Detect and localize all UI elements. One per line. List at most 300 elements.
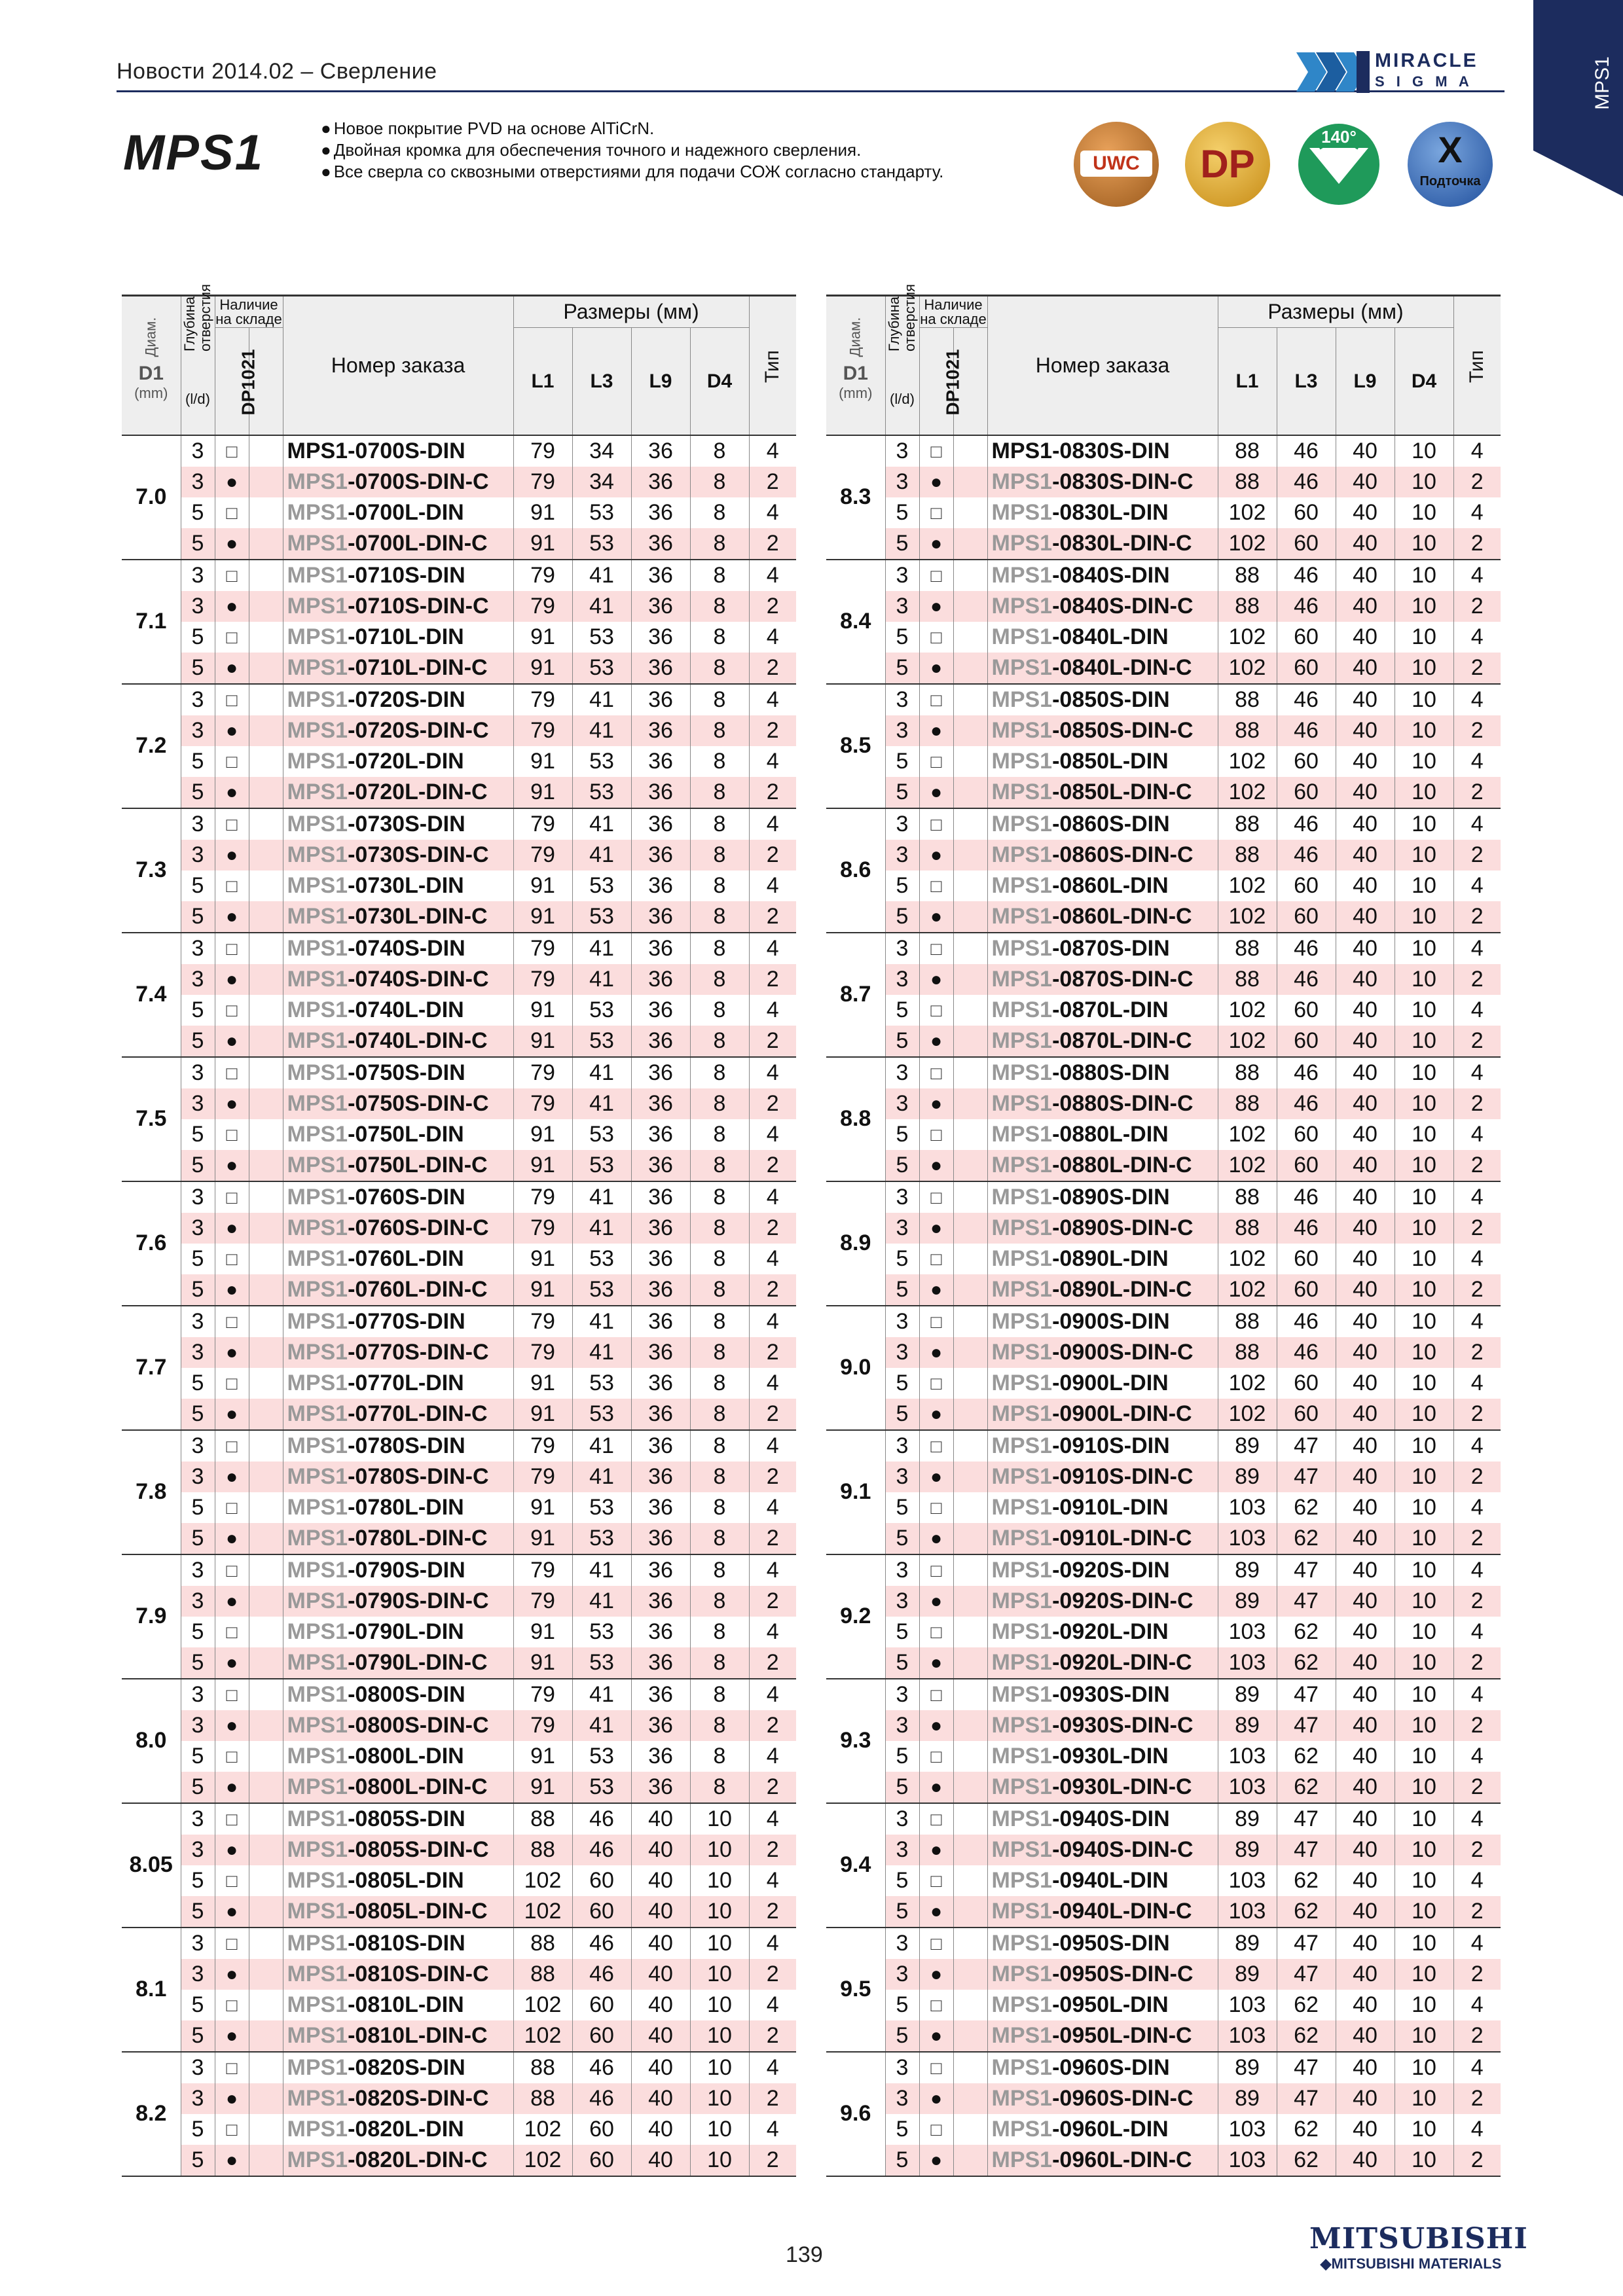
type-cell: 4 bbox=[766, 499, 779, 525]
order-number-cell bbox=[987, 622, 1218, 653]
table-row bbox=[826, 1803, 1501, 1835]
dimension-cell: 103 bbox=[1218, 2020, 1277, 2052]
blank-cell bbox=[249, 808, 283, 840]
dimension-cell: 10 bbox=[1395, 1803, 1453, 1835]
type-cell: 2 bbox=[749, 1710, 796, 1741]
dimension-cell: 40 bbox=[1336, 528, 1395, 560]
order-dash: - bbox=[348, 903, 356, 929]
table-row bbox=[122, 1150, 796, 1181]
dimension-cell: 8 bbox=[690, 1306, 749, 1337]
feature-item: ● Новое покрытие PVD на основе AlTiCrN. bbox=[321, 118, 943, 139]
stock-cell: ● bbox=[215, 1462, 249, 1492]
blank-cell bbox=[953, 528, 987, 560]
depth-cell: 5 bbox=[885, 2114, 919, 2145]
depth-cell: 5 bbox=[181, 1026, 215, 1057]
table-row bbox=[122, 2114, 796, 2145]
table-row bbox=[826, 1430, 1501, 1462]
dimension-cell: 40 bbox=[1336, 653, 1395, 684]
order-dash: - bbox=[348, 1557, 356, 1583]
dimension-cell: 60 bbox=[1277, 528, 1336, 560]
type-cell: 2 bbox=[1453, 1337, 1501, 1368]
blank-cell bbox=[249, 1896, 283, 1928]
dimension-cell: 53 bbox=[572, 1119, 631, 1150]
dimension-cell: 10 bbox=[1395, 870, 1453, 901]
order-code: 0880 bbox=[1059, 1060, 1110, 1085]
dimension-cell: 88 bbox=[1218, 808, 1277, 840]
dimension-cell: 60 bbox=[572, 1865, 631, 1896]
order-code: 0850 bbox=[1059, 717, 1110, 743]
dimension-cell: 47 bbox=[1277, 2052, 1336, 2083]
depth-cell: 3 bbox=[885, 808, 919, 840]
order-number-cell bbox=[987, 1835, 1218, 1865]
dimension-cell: 40 bbox=[1336, 1803, 1395, 1835]
table-row bbox=[826, 2020, 1501, 2052]
dimension-cell: 91 bbox=[513, 1026, 572, 1057]
stock-cell: ● bbox=[919, 1586, 953, 1617]
depth-cell: 3 bbox=[181, 1679, 215, 1710]
dimension-cell: 8 bbox=[690, 653, 749, 684]
dimension-cell: 88 bbox=[1218, 964, 1277, 995]
dimension-cell: 53 bbox=[572, 653, 631, 684]
dimension-cell: 79 bbox=[513, 1430, 572, 1462]
table-row bbox=[826, 870, 1501, 901]
order-code: 0780 bbox=[355, 1433, 405, 1458]
blank-cell bbox=[249, 964, 283, 995]
type-cell: 4 bbox=[1470, 687, 1484, 712]
order-number-cell bbox=[283, 1337, 513, 1368]
dimension-cell: 91 bbox=[513, 1523, 572, 1554]
blank-cell bbox=[953, 1554, 987, 1586]
dimension-cell: 36 bbox=[631, 560, 690, 591]
point-angle-icon bbox=[1296, 122, 1381, 207]
dimension-cell: 36 bbox=[631, 1399, 690, 1430]
order-prefix: MPS1 bbox=[287, 2022, 348, 2048]
order-dash: - bbox=[348, 438, 356, 463]
order-number-cell bbox=[283, 1368, 513, 1399]
type-cell: 2 bbox=[1453, 1523, 1501, 1554]
depth-cell: 5 bbox=[181, 1865, 215, 1896]
order-number-cell bbox=[283, 1430, 513, 1462]
table-row bbox=[826, 901, 1501, 933]
type-cell: 4 bbox=[1470, 1619, 1484, 1644]
type-cell: 2 bbox=[1453, 1959, 1501, 1990]
dimension-cell: 91 bbox=[513, 1399, 572, 1430]
depth-cell: 5 bbox=[885, 777, 919, 808]
order-prefix: MPS1 bbox=[287, 1525, 348, 1551]
table-row bbox=[826, 1990, 1501, 2020]
blank-cell bbox=[249, 1337, 283, 1368]
type-cell: 4 bbox=[766, 1930, 779, 1956]
dimension-cell: 10 bbox=[1395, 684, 1453, 715]
order-dash: - bbox=[1052, 1557, 1060, 1583]
feature-list bbox=[321, 118, 943, 183]
order-dash: - bbox=[1052, 811, 1060, 836]
type-cell: 2 bbox=[749, 1896, 796, 1928]
table-row bbox=[826, 1741, 1501, 1772]
col-grade bbox=[215, 328, 259, 435]
order-suffix: S-DIN-C bbox=[405, 1463, 489, 1489]
order-prefix: MPS1 bbox=[287, 1494, 348, 1520]
order-code: 0730 bbox=[355, 811, 405, 836]
dimension-cell: 40 bbox=[1336, 1959, 1395, 1990]
depth-cell: 3 bbox=[885, 1586, 919, 1617]
table-row bbox=[826, 2114, 1501, 2145]
stock-cell: □ bbox=[215, 2114, 249, 2145]
order-number-cell bbox=[283, 591, 513, 622]
stock-cell: □ bbox=[919, 1119, 953, 1150]
dimension-cell: 40 bbox=[1336, 1462, 1395, 1492]
blank-cell bbox=[953, 2052, 987, 2083]
order-code: 0790 bbox=[355, 1649, 405, 1675]
dimension-cell: 36 bbox=[631, 528, 690, 560]
order-dash: - bbox=[348, 966, 356, 992]
stock-cell: ● bbox=[215, 1337, 249, 1368]
order-number-cell bbox=[987, 1554, 1218, 1586]
dimension-cell: 102 bbox=[513, 2020, 572, 2052]
order-number-cell bbox=[283, 467, 513, 497]
blank-cell bbox=[249, 1492, 283, 1523]
diameter-cell: 7.2 bbox=[122, 684, 181, 808]
blank-cell bbox=[953, 1430, 987, 1462]
order-code: 0870 bbox=[1059, 935, 1110, 961]
order-prefix: MPS1 bbox=[991, 997, 1053, 1022]
dimension-cell: 62 bbox=[1277, 1772, 1336, 1803]
order-suffix: S-DIN bbox=[405, 687, 465, 712]
stock-cell: ● bbox=[919, 1213, 953, 1244]
blank-cell bbox=[249, 2020, 283, 2052]
stock-cell: ● bbox=[215, 1088, 249, 1119]
order-number-cell bbox=[283, 1865, 513, 1896]
dimension-cell: 8 bbox=[690, 1772, 749, 1803]
dimension-cell: 53 bbox=[572, 1492, 631, 1523]
order-prefix: MPS1 bbox=[287, 1961, 348, 1986]
order-code: 0750 bbox=[355, 1060, 405, 1085]
order-code: 0770 bbox=[355, 1370, 405, 1395]
table-row bbox=[122, 1274, 796, 1306]
stock-cell: □ bbox=[919, 1617, 953, 1647]
dimension-cell: 62 bbox=[1277, 1896, 1336, 1928]
depth-cell: 3 bbox=[181, 1835, 215, 1865]
dimension-cell: 79 bbox=[513, 840, 572, 870]
product-logo: MPS1 bbox=[123, 125, 264, 181]
stock-cell: □ bbox=[215, 1865, 249, 1896]
dimension-cell: 46 bbox=[1277, 715, 1336, 746]
dimension-cell: 40 bbox=[631, 1959, 690, 1990]
table-row bbox=[122, 435, 796, 467]
depth-cell: 3 bbox=[181, 964, 215, 995]
depth-cell: 5 bbox=[181, 2020, 215, 2052]
order-suffix: L-DIN bbox=[1109, 2116, 1169, 2142]
dimension-cell: 53 bbox=[572, 901, 631, 933]
order-number-cell bbox=[283, 653, 513, 684]
table-row bbox=[826, 1865, 1501, 1896]
order-suffix: S-DIN bbox=[1109, 1060, 1170, 1085]
table-row bbox=[122, 1990, 796, 2020]
depth-cell: 3 bbox=[885, 1213, 919, 1244]
dimension-cell: 10 bbox=[690, 1928, 749, 1959]
table-row bbox=[122, 1368, 796, 1399]
order-number-cell bbox=[987, 1647, 1218, 1679]
table-row bbox=[826, 1679, 1501, 1710]
blank-cell bbox=[249, 2083, 283, 2114]
order-code: 0780 bbox=[355, 1463, 405, 1489]
table-row bbox=[122, 2020, 796, 2052]
order-suffix: L-DIN bbox=[1109, 1743, 1169, 1768]
order-prefix: MPS1 bbox=[287, 1649, 348, 1675]
order-prefix: MPS1 bbox=[287, 997, 348, 1022]
order-prefix: MPS1 bbox=[991, 2054, 1053, 2080]
dimension-cell: 103 bbox=[1218, 1647, 1277, 1679]
dimension-cell: 40 bbox=[1336, 1990, 1395, 2020]
order-code: 0930 bbox=[1059, 1774, 1110, 1799]
col-depth-label: Глубина отверстия bbox=[886, 284, 918, 352]
dimension-cell: 8 bbox=[690, 1710, 749, 1741]
stock-cell: □ bbox=[919, 1679, 953, 1710]
dimension-cell: 91 bbox=[513, 1772, 572, 1803]
table-row bbox=[122, 840, 796, 870]
order-dash: - bbox=[348, 1401, 356, 1426]
order-suffix: L-DIN bbox=[405, 1121, 464, 1147]
dimension-cell: 10 bbox=[1395, 2145, 1453, 2176]
blank-cell bbox=[249, 1679, 283, 1710]
dimension-cell: 10 bbox=[1395, 1710, 1453, 1741]
order-suffix: L-DIN bbox=[405, 997, 464, 1022]
order-number-cell bbox=[987, 933, 1218, 964]
order-number-cell bbox=[987, 901, 1218, 933]
dimension-cell: 41 bbox=[572, 1181, 631, 1213]
stock-cell: ● bbox=[919, 528, 953, 560]
table-row bbox=[122, 1772, 796, 1803]
dimension-cell: 79 bbox=[513, 1088, 572, 1119]
stock-cell: □ bbox=[215, 1803, 249, 1835]
dimension-cell: 40 bbox=[631, 1803, 690, 1835]
depth-cell: 3 bbox=[885, 1088, 919, 1119]
type-cell: 4 bbox=[1470, 1121, 1484, 1147]
order-prefix: MPS1 bbox=[991, 2147, 1053, 2172]
dimension-cell: 53 bbox=[572, 1617, 631, 1647]
blank-cell bbox=[953, 1741, 987, 1772]
dimension-cell: 46 bbox=[572, 1928, 631, 1959]
order-code: 0800 bbox=[355, 1712, 405, 1738]
order-code: 0700 bbox=[355, 499, 405, 525]
dimension-cell: 89 bbox=[1218, 1462, 1277, 1492]
depth-cell: 5 bbox=[181, 1741, 215, 1772]
dimension-cell: 41 bbox=[572, 1088, 631, 1119]
col-l9-label: L9 bbox=[1336, 328, 1395, 435]
stock-cell: □ bbox=[215, 1057, 249, 1088]
depth-cell: 3 bbox=[181, 1586, 215, 1617]
order-dash: - bbox=[1052, 1090, 1060, 1116]
table-row bbox=[826, 1026, 1501, 1057]
order-code: 0900 bbox=[1059, 1401, 1110, 1426]
type-cell: 2 bbox=[1453, 901, 1501, 933]
order-code: 0805 bbox=[355, 1837, 405, 1862]
order-suffix: L-DIN bbox=[1109, 1619, 1169, 1644]
depth-cell: 3 bbox=[181, 808, 215, 840]
type-cell: 2 bbox=[1453, 653, 1501, 684]
dimension-cell: 10 bbox=[1395, 1119, 1453, 1150]
dimension-cell: 60 bbox=[1277, 1150, 1336, 1181]
blank-cell bbox=[249, 1057, 283, 1088]
order-dash: - bbox=[348, 1370, 356, 1395]
order-prefix: MPS1 bbox=[287, 1898, 348, 1924]
order-code: 0830 bbox=[1059, 530, 1110, 556]
order-prefix: MPS1 bbox=[287, 2085, 348, 2111]
col-mm-label: (mm) bbox=[134, 385, 168, 402]
dimension-cell: 10 bbox=[1395, 1741, 1453, 1772]
dimension-cell: 36 bbox=[631, 808, 690, 840]
order-suffix: L-DIN-C bbox=[1109, 530, 1192, 556]
order-suffix: L-DIN-C bbox=[405, 1649, 488, 1675]
table-row bbox=[826, 840, 1501, 870]
depth-cell: 3 bbox=[885, 435, 919, 467]
dimension-cell: 47 bbox=[1277, 1679, 1336, 1710]
order-suffix: L-DIN-C bbox=[1109, 1774, 1192, 1799]
dimension-cell: 8 bbox=[690, 995, 749, 1026]
dimension-cell: 40 bbox=[1336, 1586, 1395, 1617]
dimension-cell: 10 bbox=[690, 1990, 749, 2020]
type-cell: 4 bbox=[1470, 562, 1484, 588]
dimension-cell: 40 bbox=[1336, 1150, 1395, 1181]
dimension-cell: 40 bbox=[631, 1835, 690, 1865]
depth-cell: 5 bbox=[181, 1119, 215, 1150]
diameter-cell: 9.2 bbox=[826, 1554, 885, 1679]
dimension-cell: 10 bbox=[690, 1835, 749, 1865]
order-number-cell bbox=[987, 1741, 1218, 1772]
table-row bbox=[122, 1554, 796, 1586]
order-dash: - bbox=[348, 1246, 356, 1271]
depth-cell: 3 bbox=[181, 1057, 215, 1088]
table-row bbox=[122, 684, 796, 715]
order-number-cell bbox=[283, 1647, 513, 1679]
order-dash: - bbox=[348, 997, 356, 1022]
order-number-cell bbox=[283, 1990, 513, 2020]
order-number-cell bbox=[283, 995, 513, 1026]
table-row bbox=[826, 1399, 1501, 1430]
order-dash: - bbox=[1052, 2147, 1060, 2172]
order-suffix: L-DIN bbox=[405, 1992, 464, 2017]
depth-cell: 3 bbox=[885, 1462, 919, 1492]
order-dash: - bbox=[1052, 1867, 1060, 1893]
diameter-cell: 7.8 bbox=[122, 1430, 181, 1554]
dimension-cell: 47 bbox=[1277, 2083, 1336, 2114]
dimension-cell: 8 bbox=[690, 1274, 749, 1306]
order-suffix: L-DIN bbox=[405, 499, 464, 525]
dimension-cell: 36 bbox=[631, 964, 690, 995]
col-ld-label: (l/d) bbox=[185, 391, 210, 408]
dimension-cell: 102 bbox=[513, 1865, 572, 1896]
dimension-cell: 10 bbox=[1395, 1959, 1453, 1990]
dimension-cell: 10 bbox=[1395, 653, 1453, 684]
dimension-cell: 89 bbox=[1218, 2052, 1277, 2083]
dimension-cell: 91 bbox=[513, 746, 572, 777]
col-l3-label: L3 bbox=[572, 328, 631, 435]
order-suffix: L-DIN bbox=[1109, 624, 1169, 649]
dimension-cell: 8 bbox=[690, 591, 749, 622]
order-number-cell bbox=[283, 933, 513, 964]
dimension-cell: 41 bbox=[572, 1679, 631, 1710]
order-dash: - bbox=[1052, 2085, 1060, 2111]
dimension-cell: 41 bbox=[572, 933, 631, 964]
type-cell: 4 bbox=[1470, 1557, 1484, 1583]
order-prefix: MPS1 bbox=[287, 2116, 348, 2142]
order-dash: - bbox=[1052, 842, 1060, 867]
type-cell: 2 bbox=[749, 1150, 796, 1181]
dimension-cell: 40 bbox=[1336, 933, 1395, 964]
dimension-cell: 40 bbox=[1336, 684, 1395, 715]
blank-cell bbox=[249, 467, 283, 497]
dimension-cell: 60 bbox=[1277, 1368, 1336, 1399]
order-number-cell bbox=[987, 1213, 1218, 1244]
order-number-cell bbox=[987, 560, 1218, 591]
dimension-cell: 91 bbox=[513, 777, 572, 808]
order-code: 0910 bbox=[1059, 1463, 1110, 1489]
type-cell: 4 bbox=[1470, 1308, 1484, 1334]
dimension-cell: 91 bbox=[513, 1150, 572, 1181]
order-dash: - bbox=[1052, 687, 1060, 712]
type-cell: 2 bbox=[749, 1399, 796, 1430]
dimension-cell: 40 bbox=[1336, 2083, 1395, 2114]
dimension-cell: 10 bbox=[1395, 2114, 1453, 2145]
order-dash: - bbox=[348, 872, 356, 898]
dimension-cell: 36 bbox=[631, 467, 690, 497]
order-prefix: MPS1 bbox=[287, 935, 348, 961]
dimension-cell: 46 bbox=[1277, 840, 1336, 870]
dimension-cell: 8 bbox=[690, 1181, 749, 1213]
dimension-cell: 102 bbox=[513, 2145, 572, 2176]
stock-cell: □ bbox=[919, 2052, 953, 2083]
table-row bbox=[122, 1586, 796, 1617]
thinning-badge-label: Подточка bbox=[1419, 174, 1481, 188]
order-number-cell bbox=[987, 1679, 1218, 1710]
dimension-cell: 36 bbox=[631, 684, 690, 715]
depth-cell: 5 bbox=[181, 653, 215, 684]
dimension-cell: 36 bbox=[631, 1181, 690, 1213]
order-prefix: MPS1 bbox=[991, 1215, 1053, 1240]
order-number-cell bbox=[987, 528, 1218, 560]
dimension-cell: 8 bbox=[690, 1057, 749, 1088]
dimension-cell: 10 bbox=[1395, 2083, 1453, 2114]
order-prefix: MPS1 bbox=[287, 872, 348, 898]
order-suffix: S-DIN-C bbox=[1109, 469, 1194, 494]
feature-item: ● Все сверла со сквозными отверстиями для подачи СОЖ согласно стандарту. bbox=[321, 161, 943, 183]
dimension-cell: 53 bbox=[572, 622, 631, 653]
dimension-cell: 10 bbox=[690, 1865, 749, 1896]
order-prefix: MPS1 bbox=[991, 1619, 1053, 1644]
depth-cell: 5 bbox=[181, 777, 215, 808]
order-suffix: L-DIN bbox=[1109, 872, 1169, 898]
type-cell: 4 bbox=[766, 1806, 779, 1831]
depth-cell: 3 bbox=[885, 1306, 919, 1337]
order-dash: - bbox=[348, 1276, 356, 1302]
dimension-cell: 88 bbox=[1218, 467, 1277, 497]
mitsubishi-logo bbox=[1309, 2222, 1528, 2272]
order-suffix: L-DIN-C bbox=[405, 2147, 488, 2172]
dimension-cell: 46 bbox=[1277, 684, 1336, 715]
blank-cell bbox=[953, 1835, 987, 1865]
dimension-cell: 47 bbox=[1277, 1710, 1336, 1741]
dimension-cell: 10 bbox=[1395, 1772, 1453, 1803]
order-code: 0730 bbox=[355, 872, 405, 898]
dimension-cell: 91 bbox=[513, 1741, 572, 1772]
dimension-cell: 40 bbox=[1336, 1741, 1395, 1772]
diameter-cell: 8.1 bbox=[122, 1928, 181, 2052]
dimension-cell: 40 bbox=[1336, 1181, 1395, 1213]
dimension-cell: 36 bbox=[631, 622, 690, 653]
order-number-cell bbox=[987, 1803, 1218, 1835]
dimension-cell: 102 bbox=[1218, 1274, 1277, 1306]
type-cell: 2 bbox=[1453, 1896, 1501, 1928]
